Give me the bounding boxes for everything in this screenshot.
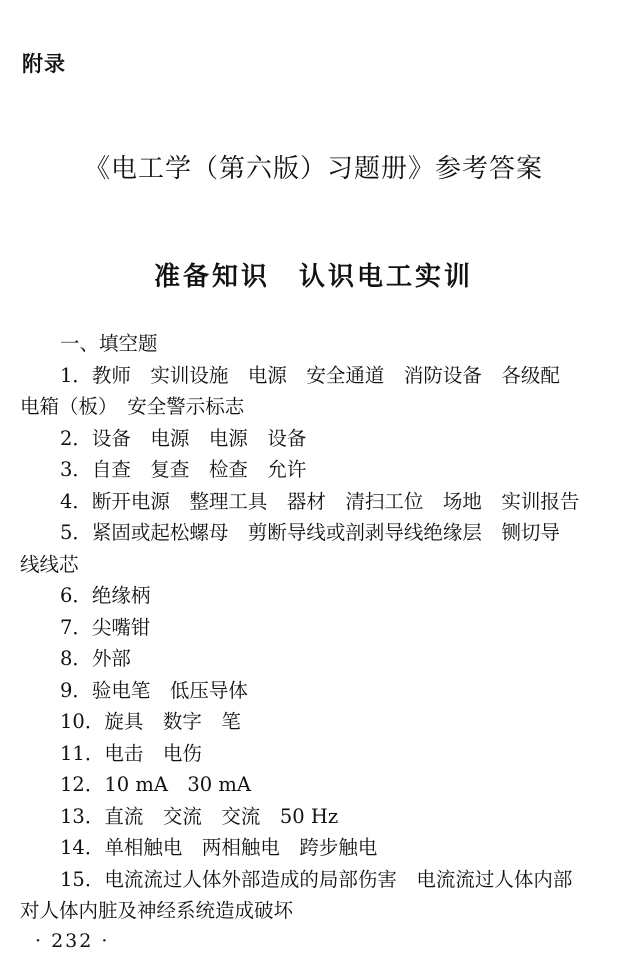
answer-12: 12．10 mA 30 mA — [60, 773, 251, 796]
answer-7: 7．尖嘴钳 — [60, 615, 151, 639]
answer-3: 3．自查 复查 检查 允许 — [60, 458, 307, 481]
answer-13: 13．直流 交流 交流 50 Hz — [60, 804, 339, 828]
answer-5: 5．紧固或起松螺母 剪断导线或剖剥导线绝缘层 铡切导 — [60, 521, 560, 544]
appendix-label: 附录 — [22, 52, 66, 76]
answer-8: 8．外部 — [60, 647, 131, 670]
answer-1-continuation: 电箱（板） 安全警示标志 — [20, 395, 245, 418]
answer-10: 10．旋具 数字 笔 — [60, 710, 241, 733]
answer-1: 1．教师 实训设施 电源 安全通道 消防设备 各级配 — [60, 363, 560, 387]
page-number: · 232 · — [35, 930, 110, 952]
answer-content — [20, 328, 610, 927]
book-title: 《电工学（第六版）习题册》参考答案 — [83, 154, 543, 184]
answer-11: 11．电击 电伤 — [60, 741, 202, 765]
answer-15: 15．电流流过人体外部造成的局部伤害 电流流过人体内部 — [60, 867, 573, 891]
answer-14: 14．单相触电 两相触电 跨步触电 — [60, 836, 378, 859]
answer-6: 6．绝缘柄 — [60, 584, 151, 607]
section-title: 准备知识 认识电工实训 — [153, 262, 473, 292]
answer-5-continuation: 线线芯 — [20, 552, 79, 576]
part-heading: 一、填空题 — [60, 332, 158, 355]
answer-9: 9．验电笔 低压导体 — [60, 678, 248, 702]
answer-15-continuation: 对人体内脏及神经系统造成破坏 — [20, 899, 294, 922]
answer-2: 2．设备 电源 电源 设备 — [60, 426, 307, 450]
answer-4: 4．断开电源 整理工具 器材 清扫工位 场地 实训报告 — [60, 489, 580, 513]
